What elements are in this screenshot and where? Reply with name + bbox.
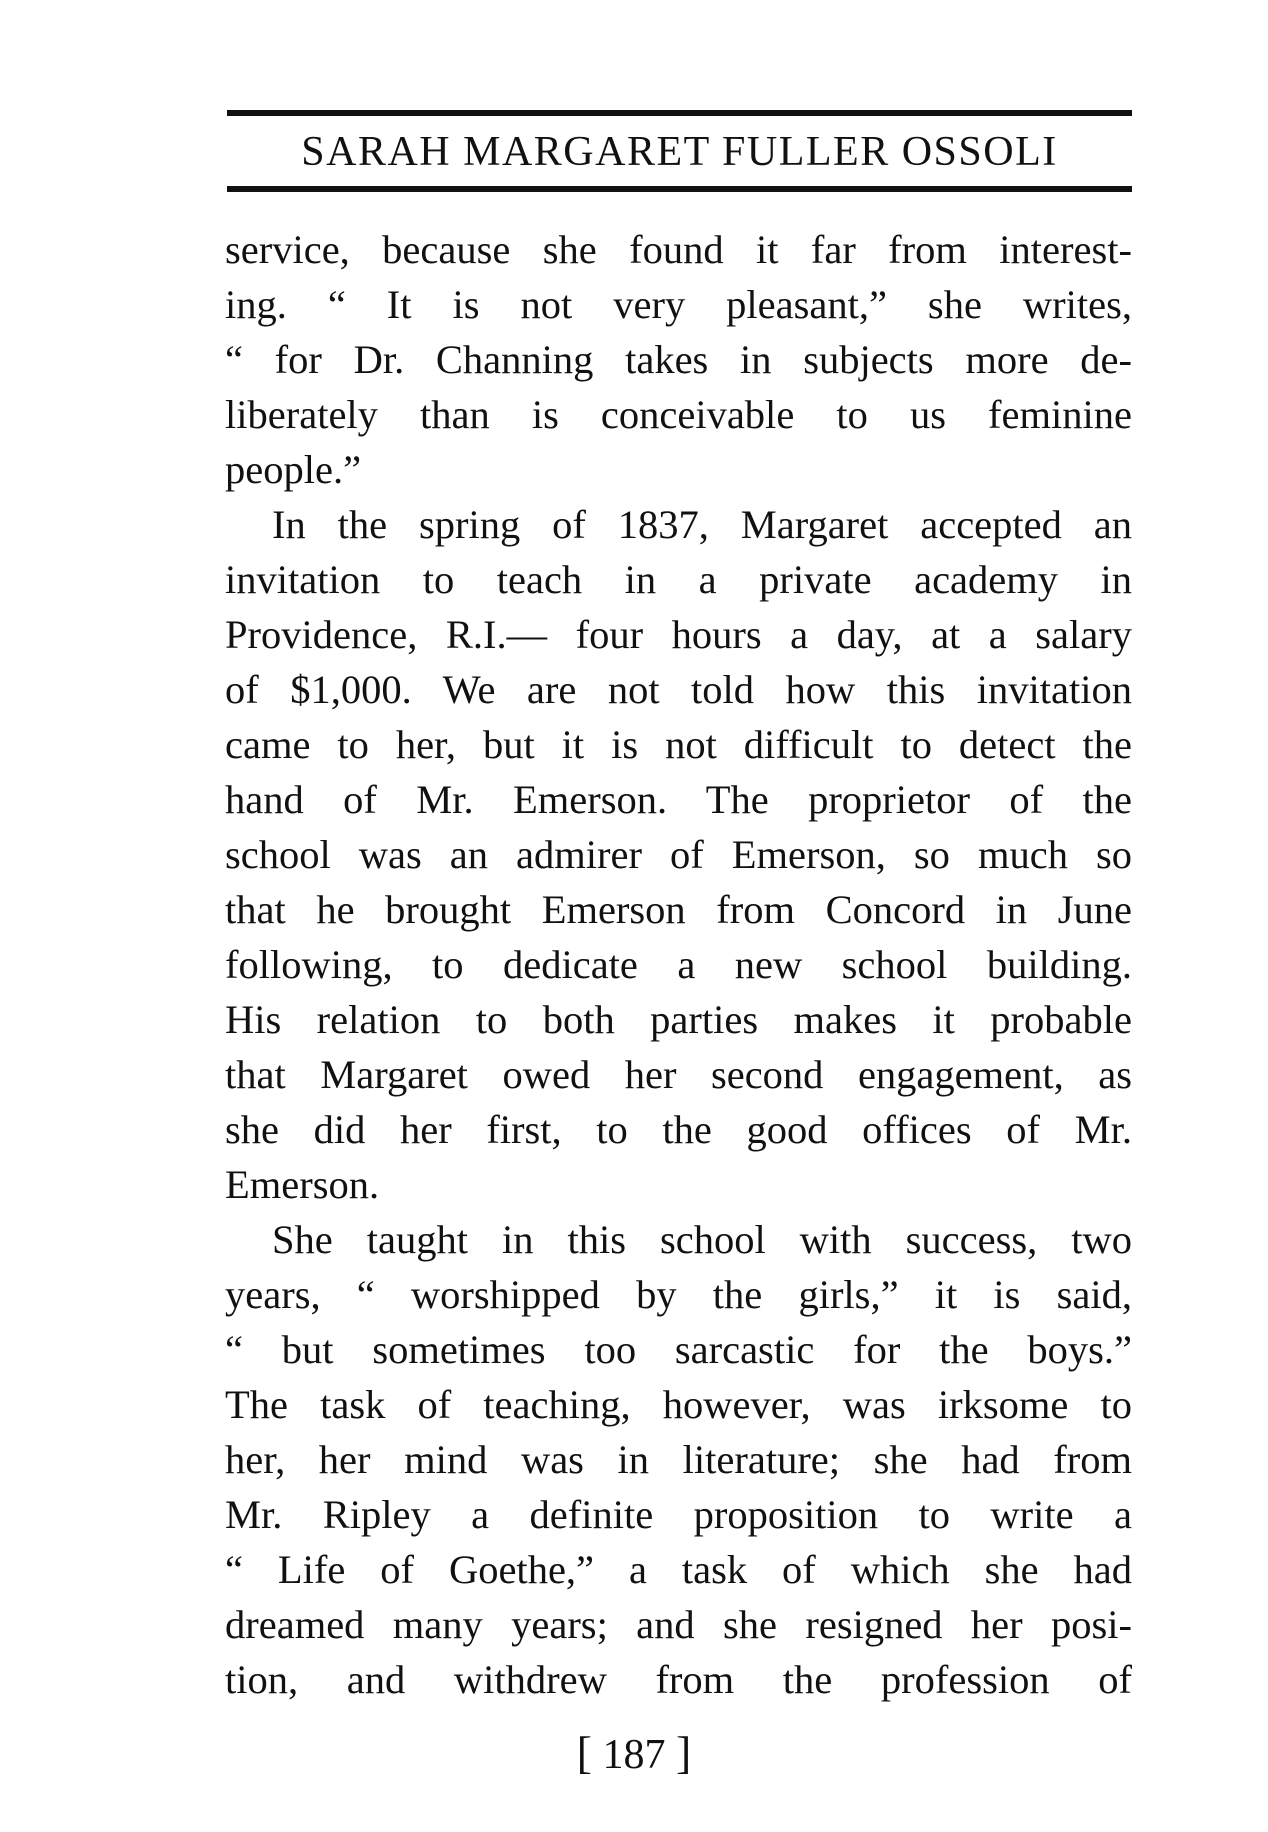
- body-text: [225, 222, 1132, 1707]
- text-line: His relation to both parties makes it probable: [225, 997, 1132, 1042]
- text-line: dreamed many years; and she resigned her posi-: [225, 1602, 1132, 1647]
- text-line: that Margaret owed her second engagement, as: [225, 1052, 1132, 1097]
- text-line: years, “ worshipped by the girls,” it is said,: [225, 1272, 1132, 1317]
- header-rule-top: [227, 110, 1132, 116]
- text-line: service, because she found it far from interest-: [225, 227, 1132, 272]
- page-number-footer: [0, 1725, 1268, 1783]
- page-number: 187: [602, 1732, 666, 1778]
- text-line: her, her mind was in literature; she had from: [225, 1437, 1132, 1482]
- text-line: of $1,000. We are not told how this invitation: [225, 667, 1132, 712]
- text-line: following, to dedicate a new school building.: [225, 942, 1132, 987]
- text-line: Providence, R.I.— four hours a day, at a salary: [225, 612, 1132, 657]
- running-head-title: SARAH MARGARET FULLER OSSOLI: [301, 129, 1058, 175]
- text-line: that he brought Emerson from Concord in June: [225, 887, 1132, 932]
- header-rule-bottom: [227, 186, 1132, 192]
- text-line: tion, and withdrew from the profession of: [225, 1657, 1132, 1702]
- text-line: school was an admirer of Emerson, so much so: [225, 832, 1132, 877]
- text-line: ing. “ It is not very pleasant,” she writes,: [225, 282, 1132, 327]
- text-line: The task of teaching, however, was irksome to: [225, 1382, 1132, 1427]
- text-line: In the spring of 1837, Margaret accepted an: [272, 502, 1132, 547]
- text-line: liberately than is conceivable to us feminine: [225, 392, 1132, 437]
- text-line: came to her, but it is not difficult to detect the: [225, 722, 1132, 767]
- bracket-open: [: [576, 1727, 592, 1778]
- text-line: “ Life of Goethe,” a task of which she had: [225, 1547, 1132, 1592]
- text-line: She taught in this school with success, two: [272, 1217, 1132, 1262]
- text-line: Mr. Ripley a definite proposition to write a: [225, 1492, 1132, 1537]
- text-line: hand of Mr. Emerson. The proprietor of the: [225, 777, 1132, 822]
- text-line: people.”: [225, 447, 362, 492]
- text-line: invitation to teach in a private academy in: [225, 557, 1132, 602]
- text-line: Emerson.: [225, 1162, 380, 1207]
- text-line: “ but sometimes too sarcastic for the boys.”: [225, 1327, 1132, 1372]
- text-line: “ for Dr. Channing takes in subjects more de-: [225, 337, 1132, 382]
- text-line: she did her first, to the good offices of Mr.: [225, 1107, 1132, 1152]
- bracket-close: ]: [676, 1727, 692, 1778]
